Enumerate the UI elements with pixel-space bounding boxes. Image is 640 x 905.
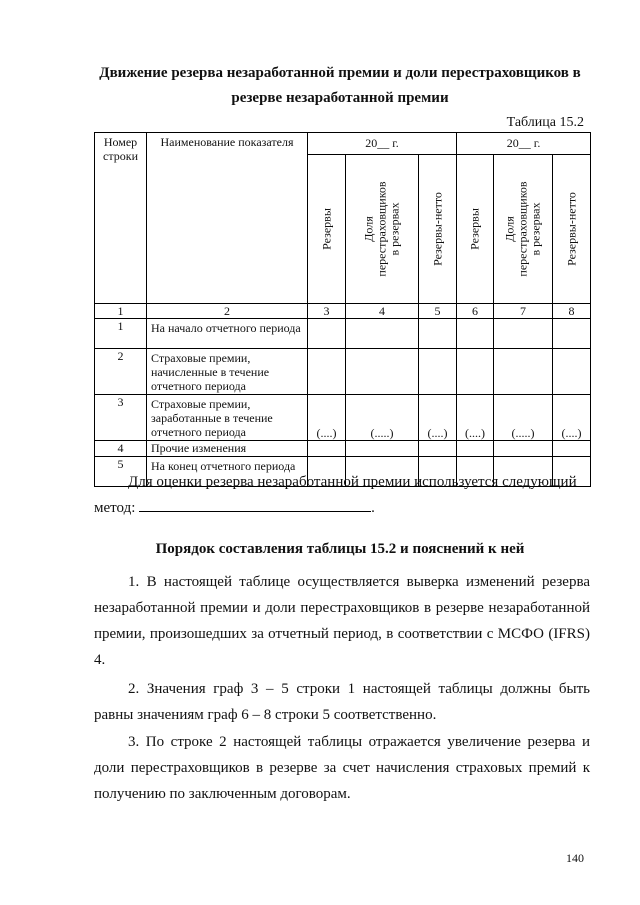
share-line-2: перестраховщиков	[374, 181, 389, 277]
col-number: 8	[553, 304, 591, 319]
row-label: На начало отчетного периода	[147, 319, 308, 349]
reserve-movement-table	[94, 132, 591, 487]
row-label: Прочие изменения	[147, 441, 308, 457]
header-period-a: 20__ г.	[308, 133, 457, 155]
col-number: 5	[419, 304, 457, 319]
col-number: 1	[95, 304, 147, 319]
col-number: 7	[494, 304, 553, 319]
subheader-reserves-a: Резервы	[319, 208, 333, 250]
row3-value: (.....)	[494, 395, 553, 441]
method-end: .	[371, 500, 375, 516]
paragraph-1: 1. В настоящей таблице осуществляется выверка изменений резерва незаработанной премии и доли перестраховщиков в резерве незаработанной премии, произошедших за отчетный период, в соответствии с МСФО (IFRS) 4.	[94, 574, 590, 668]
row3-value: (....)	[457, 395, 494, 441]
share-line-2: перестраховщиков	[515, 181, 530, 277]
col-number: 4	[346, 304, 419, 319]
row-number: 1	[95, 319, 147, 349]
section-title: Порядок составления таблицы 15.2 и пояснений к ней	[155, 541, 525, 557]
page-number: 140	[566, 851, 584, 865]
row-number: 3	[95, 395, 147, 441]
subheader-net-a: Резервы-нетто	[430, 192, 445, 266]
table-caption: Таблица 15.2	[506, 115, 584, 130]
table-row	[95, 319, 591, 349]
subheader-net-b: Резервы-нетто	[564, 192, 579, 266]
table-row	[95, 441, 591, 457]
row-number: 2	[95, 349, 147, 395]
subheader-share-b	[504, 181, 543, 276]
document-title-line-1: Движение резерва незаработанной премии и доли перестраховщиков в	[99, 65, 581, 81]
paragraph-2: 2. Значения граф 3 – 5 строки 1 настоящей таблицы должны быть равны значениям граф 6 – 8 строки 5 соответственно.	[94, 681, 590, 723]
header-row-number: Номер строки	[95, 133, 147, 304]
table-row	[95, 395, 591, 441]
header-period-b: 20__ г.	[457, 133, 591, 155]
paragraph-3: 3. По строке 2 настоящей таблицы отражается увеличение резерва и доли перестраховщиков в резерве за счет начисления страховых премий к получению по заключенным договорам.	[94, 734, 590, 802]
row3-value: (.....)	[346, 395, 419, 441]
row-number: 4	[95, 441, 147, 457]
row3-value: (....)	[419, 395, 457, 441]
header-indicator-name: Наименование показателя	[147, 133, 308, 304]
method-label: метод:	[94, 500, 136, 516]
method-paragraph	[94, 469, 590, 521]
subheader-share-a	[363, 181, 402, 276]
row-label: Страховые премии, заработанные в течение отчетного периода	[147, 395, 308, 441]
col-number: 2	[147, 304, 308, 319]
col-number: 6	[457, 304, 494, 319]
method-text: Для оценки резерва незаработанной премии используется следующий	[128, 474, 577, 490]
share-line-3: в резервах	[387, 202, 402, 256]
row3-value: (....)	[553, 395, 591, 441]
share-line-1: Доля	[502, 216, 517, 242]
row-number: 5	[95, 457, 147, 487]
subheader-reserves-b: Резервы	[467, 208, 482, 250]
col-number: 3	[308, 304, 346, 319]
share-line-3: в резервах	[528, 202, 543, 256]
row3-value: (....)	[308, 395, 346, 441]
table-row	[95, 349, 591, 395]
method-blank-line[interactable]	[139, 495, 371, 512]
share-line-1: Доля	[361, 216, 376, 242]
row-label: Страховые премии, начисленные в течение отчетного периода	[147, 349, 308, 395]
row-label: На конец отчетного периода	[147, 457, 308, 487]
column-number-row	[95, 304, 591, 319]
document-title-line-2: резерве незаработанной премии	[231, 90, 449, 106]
